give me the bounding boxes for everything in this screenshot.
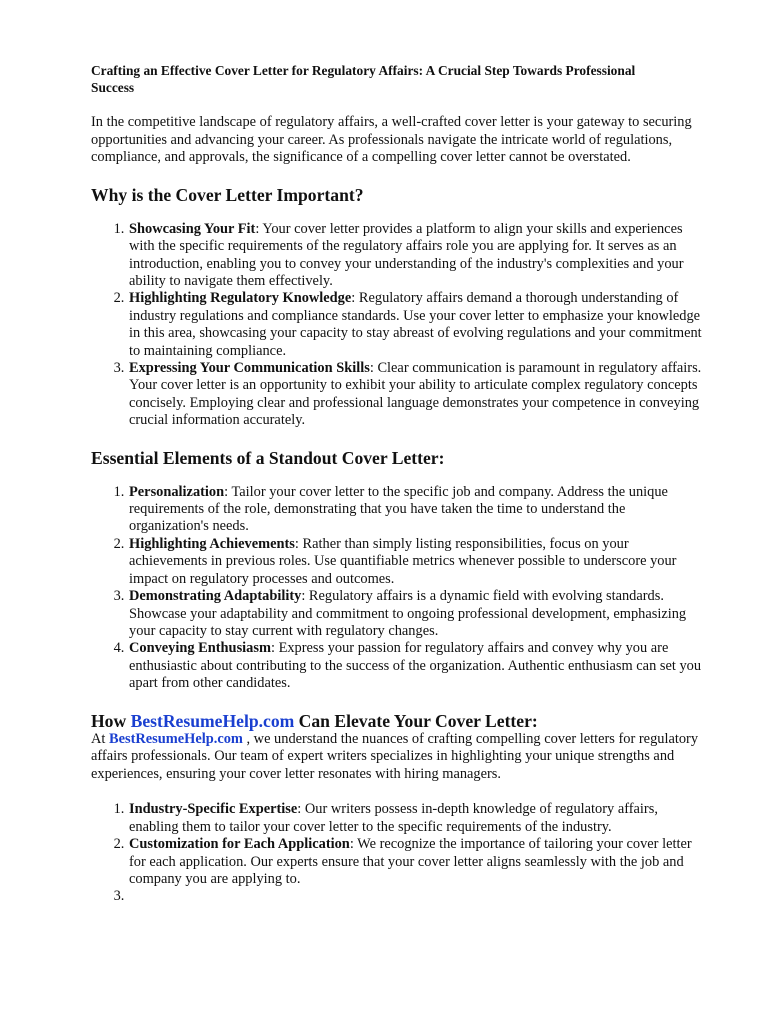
item-separator: : [351,290,359,307]
paragraph-suffix: , we understand the nuances of crafting compelling cover letters for regulatory affairs professionals. Our team of expert writers specializes in highlighting your unique strengths and experiences, ensuring your cover letter resonates with hiring managers. [91,730,699,782]
item-separator: : [255,220,263,237]
paragraph-prefix: At [91,730,109,747]
list-essential-elements [91,484,708,693]
list-item [128,588,708,640]
item-lead: Expressing Your Communication Skills [129,360,370,377]
list-item [128,360,708,430]
bestresumehelp-link[interactable]: BestResumeHelp.com [109,730,243,747]
item-separator: : [301,588,309,605]
item-lead: Customization for Each Application [129,836,350,853]
list-item [128,221,708,291]
list-how-elevate [91,801,708,905]
item-text: Regulatory affairs demand a thorough understanding of industry regulations and compliance standards. Use your cover letter to emphasize your knowledge in this area, showcasing your capacity to stay abreast of evolving regulations and your commitment to maintaining compliance. [129,290,702,359]
heading-suffix: Can Elevate Your Cover Letter: [294,710,538,731]
heading-essential-elements: Essential Elements of a Standout Cover Letter: [91,447,445,468]
item-lead: Conveying Enthusiasm [129,640,271,657]
document-title: Crafting an Effective Cover Letter for Regulatory Affairs: A Crucial Step Towards Professional Success [91,63,636,95]
bestresumehelp-heading-link[interactable]: BestResumeHelp.com [130,710,295,731]
item-separator: : [224,483,232,500]
item-separator: : [369,360,378,377]
item-lead: Highlighting Regulatory Knowledge [129,290,352,307]
item-text: Express your passion for regulatory affairs and convey why you are enthusiastic about contributing to the success of the organization. Authentic enthusiasm can set you apart from other candidates. [129,640,702,692]
list-item [128,290,708,360]
item-text: We recognize the importance of tailoring your cover letter for each application. Our experts ensure that your cover letter aligns seamlessly with the job and company you are applying to. [129,836,692,887]
list-why-important [91,221,708,430]
item-separator: : [297,801,305,818]
item-lead: Industry-Specific Expertise [129,801,298,818]
list-item [128,801,708,836]
item-text: Tailor your cover letter to the specific job and company. Address the unique requirements of the role, demonstrating that you have taken the time to understand the organization's needs. [129,483,668,535]
list-item [128,484,708,536]
item-separator: : [294,535,303,552]
item-separator: : [349,836,358,853]
how-paragraph [91,731,706,784]
item-text: Rather than simply listing responsibilities, focus on your achievements in previous roles. Use quantifiable metrics whenever possible to underscore your impact on regulatory processes and outcomes. [129,535,677,587]
item-text: Our writers possess in-depth knowledge of regulatory affairs, enabling them to tailor your cover letter to the specific requirements of the industry. [129,801,658,835]
list-item [128,640,708,692]
item-lead: Highlighting Achievements [129,535,295,552]
list-item [128,536,708,588]
item-text: Your cover letter provides a platform to align your skills and experiences with the specific requirements of the regulatory affairs role you are applying for. It serves as an introduction, enabling you to convey your understanding of the industry's complexities and your ability to navigate them effectively. [129,220,684,289]
item-separator: : [270,640,279,657]
intro-paragraph: In the competitive landscape of regulatory affairs, a well-crafted cover letter is your gateway to securing opportunities and advancing your career. As professionals navigate the intricate world of regulations, compliance, and approvals, the significance of a compelling cover letter cannot be overstated. [91,114,692,166]
list-item-empty [128,888,708,905]
heading-prefix: How [91,710,131,731]
item-lead: Demonstrating Adaptability [129,588,302,605]
item-text: Clear communication is paramount in regulatory affairs. Your cover letter is an opportunity to exhibit your ability to articulate complex regulatory concepts concisely. Employing clear and professional language demonstrates your competence in conveying crucial information accurately. [129,360,702,429]
item-lead: Showcasing Your Fit [129,220,256,237]
list-item [128,836,708,888]
heading-how-elevate [91,711,708,731]
item-lead: Personalization [129,483,225,500]
item-text: Regulatory affairs is a dynamic field with evolving standards. Showcase your adaptability and commitment to ongoing professional development, emphasizing your capacity to stay current with regulatory changes. [129,588,687,639]
heading-why-important: Why is the Cover Letter Important? [91,184,364,205]
